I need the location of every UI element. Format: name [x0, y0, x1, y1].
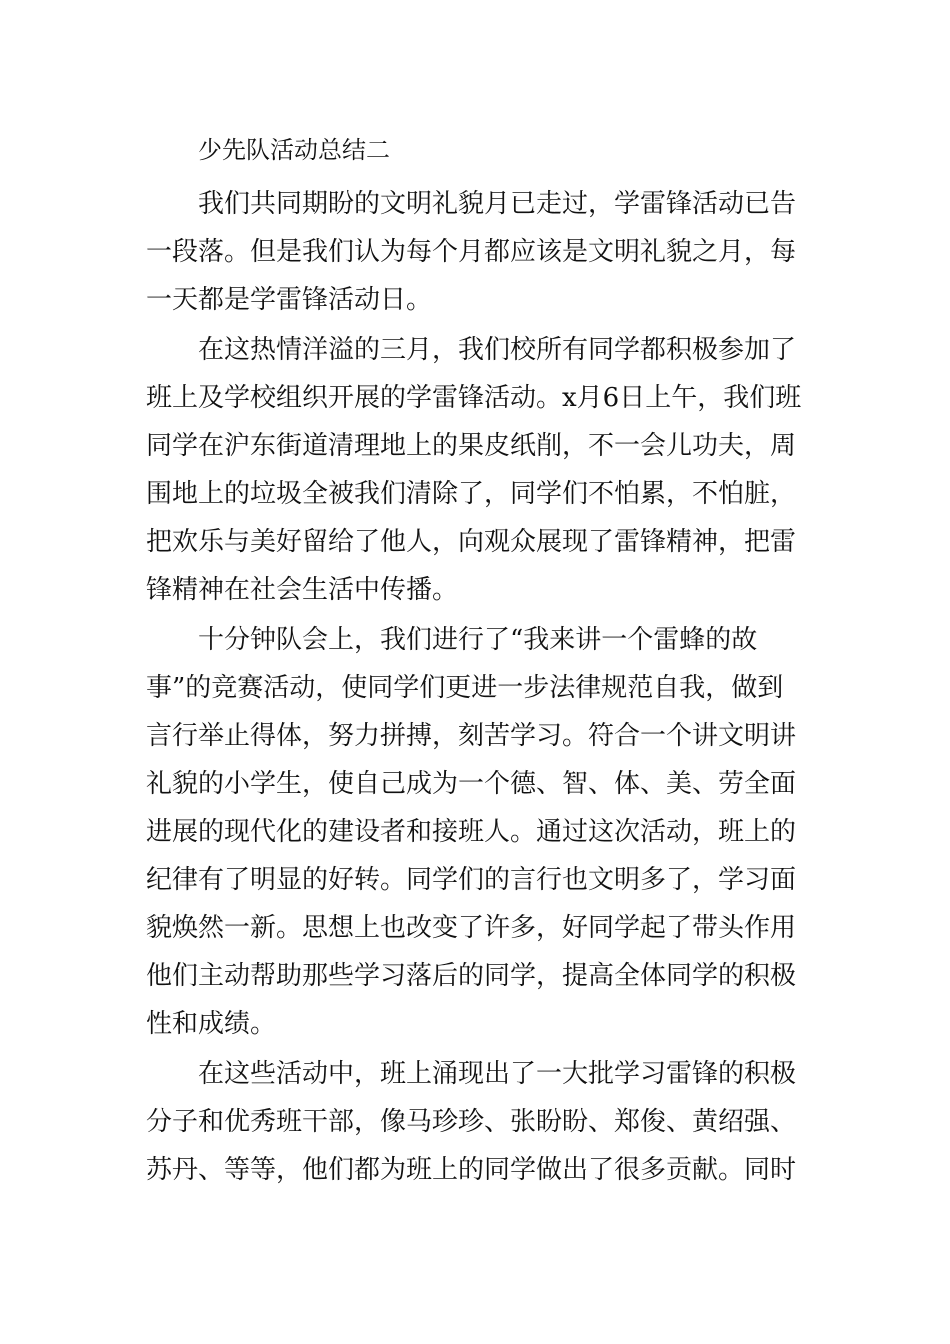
paragraph-line: 事”的竞赛活动，使同学们更进一步法律规范自我，做到 [146, 673, 784, 703]
paragraph-line: 把欢乐与美好留给了他人，向观众展现了雷锋精神，把雷 [146, 527, 797, 557]
paragraph-line: 在这热情洋溢的三月，我们校所有同学都积极参加了 [198, 335, 797, 365]
paragraph-line: 他们主动帮助那些学习落后的同学，提高全体同学的积极 [146, 961, 797, 991]
paragraph-line: 班上及学校组织开展的学雷锋活动。x月6日上午，我们班 [146, 383, 802, 413]
paragraph-line: 纪律有了明显的好转。同学们的言行也文明多了，学习面 [146, 865, 797, 895]
paragraph-line: 性和成绩。 [146, 1009, 277, 1039]
paragraph-line: 一天都是学雷锋活动日。 [146, 285, 433, 315]
paragraph-4 [146, 1050, 806, 1194]
paragraph-line: 围地上的垃圾全被我们清除了，同学们不怕累，不怕脏， [146, 479, 797, 509]
paragraph-3 [146, 616, 806, 1048]
paragraph-line: 一段落。但是我们认为每个月都应该是文明礼貌之月，每 [146, 237, 797, 267]
paragraph-line: 在这些活动中，班上涌现出了一大批学习雷锋的积极 [198, 1059, 797, 1089]
paragraph-line: 十分钟队会上，我们进行了“我来讲一个雷蜂的故 [198, 625, 758, 655]
paragraph-2 [146, 326, 806, 614]
document-title: 少先队活动总结二 [198, 136, 390, 164]
paragraph-line: 锋精神在社会生活中传播。 [146, 575, 459, 605]
paragraph-line: 言行举止得体，努力拼搏，刻苦学习。符合一个讲文明讲 [146, 721, 797, 751]
paragraph-line: 貌焕然一新。思想上也改变了许多，好同学起了带头作用 [146, 913, 797, 943]
paragraph-line: 苏丹、等等，他们都为班上的同学做出了很多贡献。同时 [146, 1155, 797, 1185]
paragraph-line: 同学在沪东街道清理地上的果皮纸削，不一会儿功夫，周 [146, 431, 797, 461]
paragraph-line: 我们共同期盼的文明礼貌月已走过，学雷锋活动已告 [198, 189, 797, 219]
paragraph-line: 礼貌的小学生，使自己成为一个德、智、体、美、劳全面 [146, 769, 797, 799]
paragraph-line: 进展的现代化的建设者和接班人。通过这次活动，班上的 [146, 817, 797, 847]
paragraph-line: 分子和优秀班干部，像马珍珍、张盼盼、郑俊、黄绍强、 [146, 1107, 797, 1137]
paragraph-1 [146, 180, 806, 324]
document-body [146, 128, 806, 1194]
